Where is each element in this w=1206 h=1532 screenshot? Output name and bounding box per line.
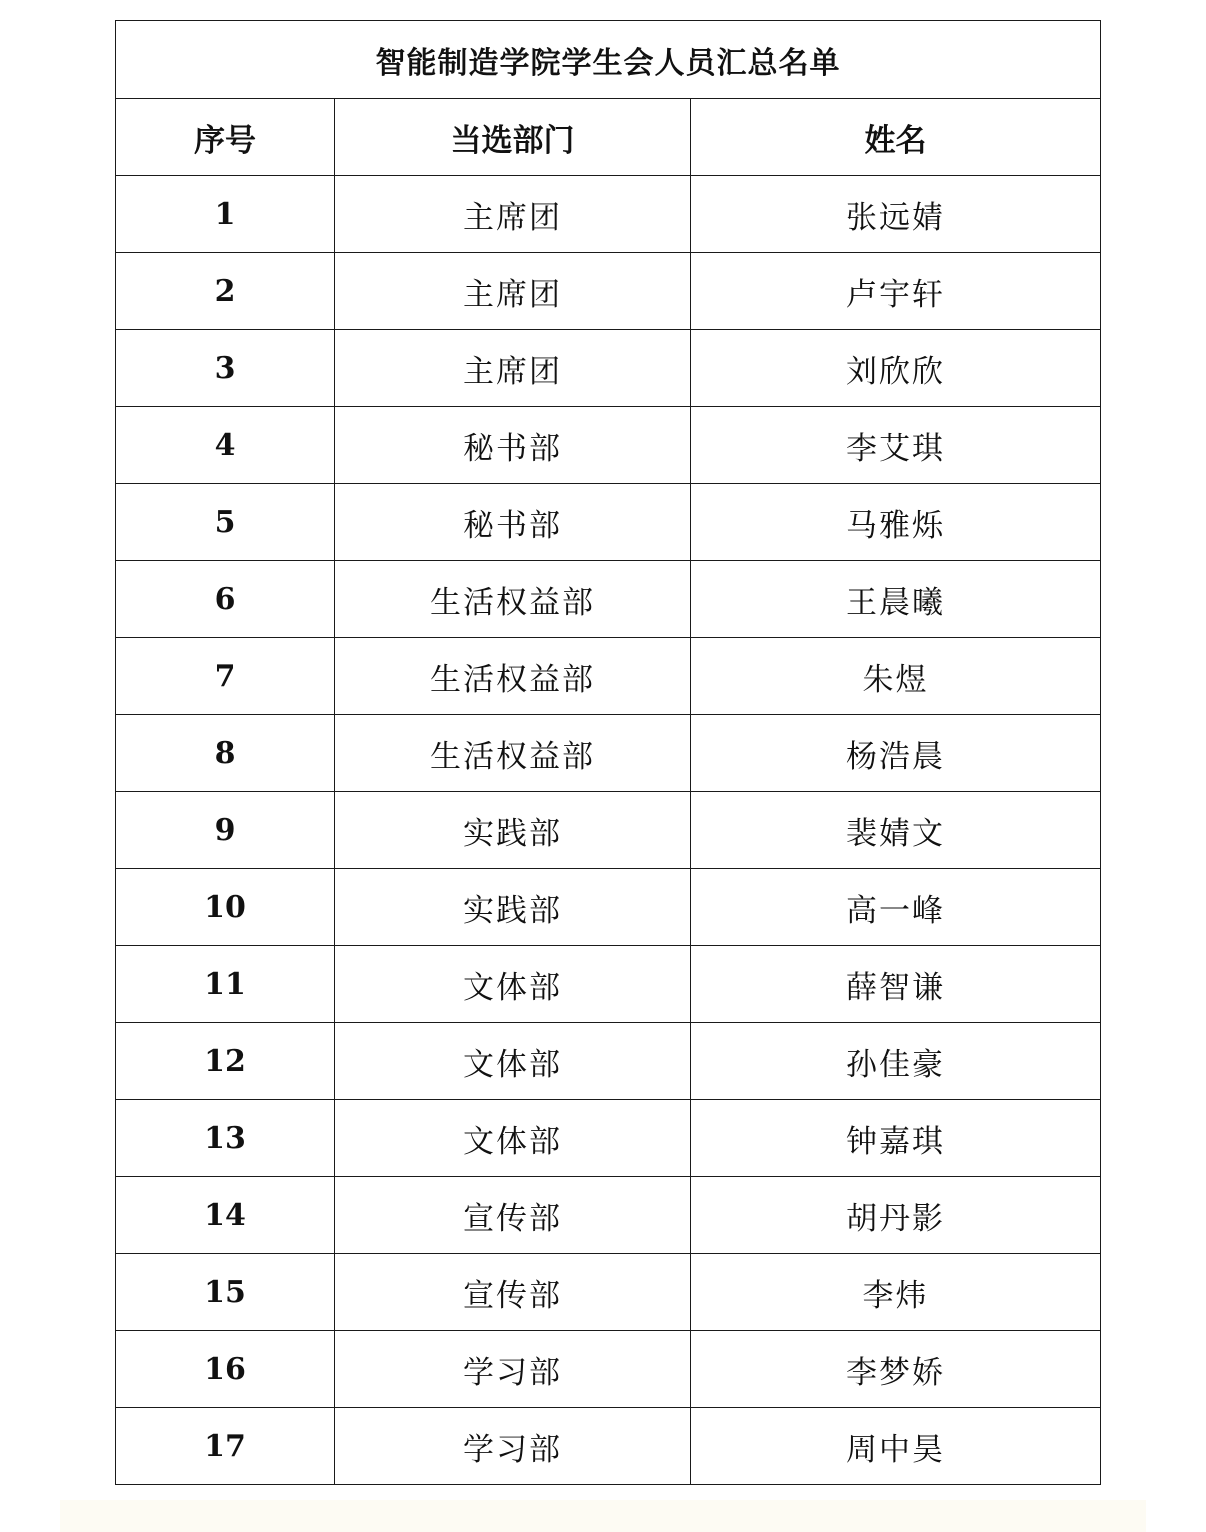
- table-row: [116, 1254, 1101, 1331]
- row-department: 实践部: [335, 869, 691, 946]
- row-index: 4: [116, 407, 335, 484]
- row-index: 11: [116, 946, 335, 1023]
- row-index: 6: [116, 561, 335, 638]
- row-index: 15: [116, 1254, 335, 1331]
- table-row: [116, 638, 1101, 715]
- row-index: 16: [116, 1331, 335, 1408]
- column-header-department: 当选部门: [335, 99, 691, 176]
- row-index: 7: [116, 638, 335, 715]
- row-department: 生活权益部: [335, 638, 691, 715]
- row-name: 马雅烁: [691, 484, 1101, 561]
- column-header-name: 姓名: [691, 99, 1101, 176]
- row-index: 2: [116, 253, 335, 330]
- row-department: 文体部: [335, 1100, 691, 1177]
- row-index: 14: [116, 1177, 335, 1254]
- row-name: 钟嘉琪: [691, 1100, 1101, 1177]
- table-row: [116, 1100, 1101, 1177]
- document-title: 智能制造学院学生会人员汇总名单: [116, 21, 1101, 99]
- table-row: [116, 1408, 1101, 1485]
- table-row: [116, 253, 1101, 330]
- row-name: 杨浩晨: [691, 715, 1101, 792]
- table-row: [116, 330, 1101, 407]
- row-department: 文体部: [335, 1023, 691, 1100]
- row-index: 8: [116, 715, 335, 792]
- page-bottom-strip: [60, 1500, 1146, 1532]
- row-department: 宣传部: [335, 1254, 691, 1331]
- row-name: 胡丹影: [691, 1177, 1101, 1254]
- row-name: 薛智谦: [691, 946, 1101, 1023]
- table-row: [116, 792, 1101, 869]
- row-department: 学习部: [335, 1331, 691, 1408]
- row-index: 1: [116, 176, 335, 253]
- row-department: 实践部: [335, 792, 691, 869]
- row-index: 3: [116, 330, 335, 407]
- row-department: 主席团: [335, 176, 691, 253]
- table-row: [116, 1177, 1101, 1254]
- row-name: 周中昊: [691, 1408, 1101, 1485]
- row-index: 13: [116, 1100, 335, 1177]
- row-index: 17: [116, 1408, 335, 1485]
- table-row: [116, 715, 1101, 792]
- row-name: 张远婧: [691, 176, 1101, 253]
- table-row: [116, 484, 1101, 561]
- row-name: 朱煜: [691, 638, 1101, 715]
- row-department: 秘书部: [335, 407, 691, 484]
- row-department: 主席团: [335, 330, 691, 407]
- row-index: 12: [116, 1023, 335, 1100]
- row-name: 王晨曦: [691, 561, 1101, 638]
- table-row: [116, 176, 1101, 253]
- row-index: 10: [116, 869, 335, 946]
- row-department: 生活权益部: [335, 715, 691, 792]
- row-department: 生活权益部: [335, 561, 691, 638]
- table-row: [116, 1023, 1101, 1100]
- table-row: [116, 1331, 1101, 1408]
- row-name: 孙佳豪: [691, 1023, 1101, 1100]
- row-name: 李艾琪: [691, 407, 1101, 484]
- row-department: 学习部: [335, 1408, 691, 1485]
- roster-table: [115, 20, 1101, 1485]
- table-row: [116, 407, 1101, 484]
- table-row: [116, 869, 1101, 946]
- row-department: 宣传部: [335, 1177, 691, 1254]
- row-department: 文体部: [335, 946, 691, 1023]
- title-row: [116, 21, 1101, 99]
- row-name: 高一峰: [691, 869, 1101, 946]
- row-department: 主席团: [335, 253, 691, 330]
- row-name: 裴婧文: [691, 792, 1101, 869]
- row-index: 5: [116, 484, 335, 561]
- table-row: [116, 946, 1101, 1023]
- column-header-index: 序号: [116, 99, 335, 176]
- row-name: 李炜: [691, 1254, 1101, 1331]
- row-name: 李梦娇: [691, 1331, 1101, 1408]
- row-index: 9: [116, 792, 335, 869]
- row-name: 卢宇轩: [691, 253, 1101, 330]
- table-row: [116, 561, 1101, 638]
- row-department: 秘书部: [335, 484, 691, 561]
- header-row: [116, 99, 1101, 176]
- row-name: 刘欣欣: [691, 330, 1101, 407]
